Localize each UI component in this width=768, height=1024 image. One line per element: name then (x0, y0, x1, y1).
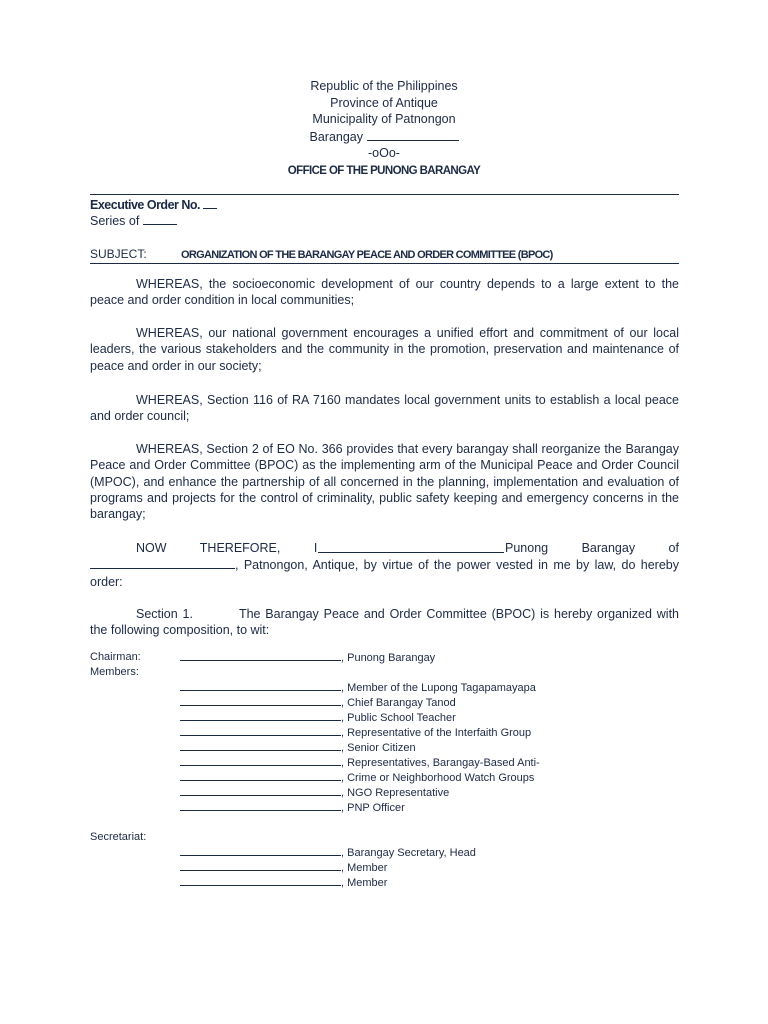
barangay-line (0, 128, 768, 146)
series-label: Series of (90, 214, 140, 228)
punong-barangay-name-blank (318, 540, 504, 553)
whereas-paragraph-3: WHEREAS, Section 116 of RA 7160 mandates local government units to establish a local peace and order council; (90, 393, 679, 424)
whereas-paragraph-4: WHEREAS, Section 2 of EO No. 366 provides that every barangay shall reorganize the Barangay Peace and Order Committee (BPOC) as the implementing arm of the Municipal Peace and Order Council (MPOC), and enhance the partnership of all concerned in the planning, implementation and evaluation of programs and projects for the control of criminality, public safety keeping and emergency concerns in the barangay; (90, 442, 679, 522)
member-row: , Public School Teacher (180, 710, 456, 726)
chairman-row: , Punong Barangay (180, 650, 435, 666)
series-blank (143, 213, 177, 225)
office-title: OFFICE OF THE PUNONG BARANGAY (287, 164, 481, 177)
member-row: , Representatives, Barangay-Based Anti- (180, 755, 540, 771)
separator: -oOo- (368, 146, 400, 160)
order-number-label: Executive Order No. (90, 198, 200, 212)
order-info (90, 197, 217, 229)
section-1-label: Section 1. (136, 607, 193, 621)
members-label: Members: (90, 666, 139, 678)
barangay-label: Barangay (309, 129, 364, 144)
chairman-label: Chairman: (90, 651, 141, 663)
secretariat-label: Secretariat: (90, 831, 147, 843)
subject-label: SUBJECT: (90, 247, 147, 261)
member-row: , Member of the Lupong Tagapamayapa (180, 680, 536, 696)
member-row: , Chief Barangay Tanod (180, 695, 456, 711)
section-1-paragraph: Section 1. The Barangay Peace and Order Committee (BPOC) is hereby organized with the following composition, to wit: (90, 607, 679, 638)
member-row: , NGO Representative (180, 785, 449, 801)
province-line: Province of Antique (330, 95, 438, 110)
whereas-paragraph-1: WHEREAS, the socioeconomic development of our country depends to a large extent to the peace and order condition in local communities; (90, 277, 679, 308)
subject-title: ORGANIZATION OF THE BARANGAY PEACE AND ORDER COMMITTEE (BPOC) (181, 249, 553, 261)
top-divider (90, 194, 679, 195)
secretariat-row: , Member (180, 860, 387, 876)
member-row: , Crime or Neighborhood Watch Groups (180, 770, 534, 786)
barangay-name-blank (90, 556, 235, 569)
order-number-blank (203, 197, 217, 209)
subject-divider (90, 263, 679, 264)
letterhead (0, 78, 768, 179)
member-row: , Senior Citizen (180, 740, 416, 756)
member-row: , Representative of the Interfaith Group (180, 725, 531, 741)
secretariat-row: , Barangay Secretary, Head (180, 845, 476, 861)
secretariat-row: , Member (180, 875, 387, 891)
republic-line: Republic of the Philippines (310, 79, 458, 93)
now-therefore-paragraph: NOW THEREFORE, I Punong Barangay of , Patnongon, Antique, by virtue of the power vested in me by law, do hereby order: (90, 541, 679, 589)
whereas-paragraph-2: WHEREAS, our national government encourages a unified effort and commitment of our local leaders, the various stakeholders and the community in the promotion, preservation and maintenance of peace and order in our society; (90, 326, 679, 373)
municipality-line: Municipality of Patnongon (312, 112, 456, 126)
member-row: , PNP Officer (180, 800, 405, 816)
subject-line (90, 247, 553, 261)
barangay-blank (367, 128, 459, 141)
